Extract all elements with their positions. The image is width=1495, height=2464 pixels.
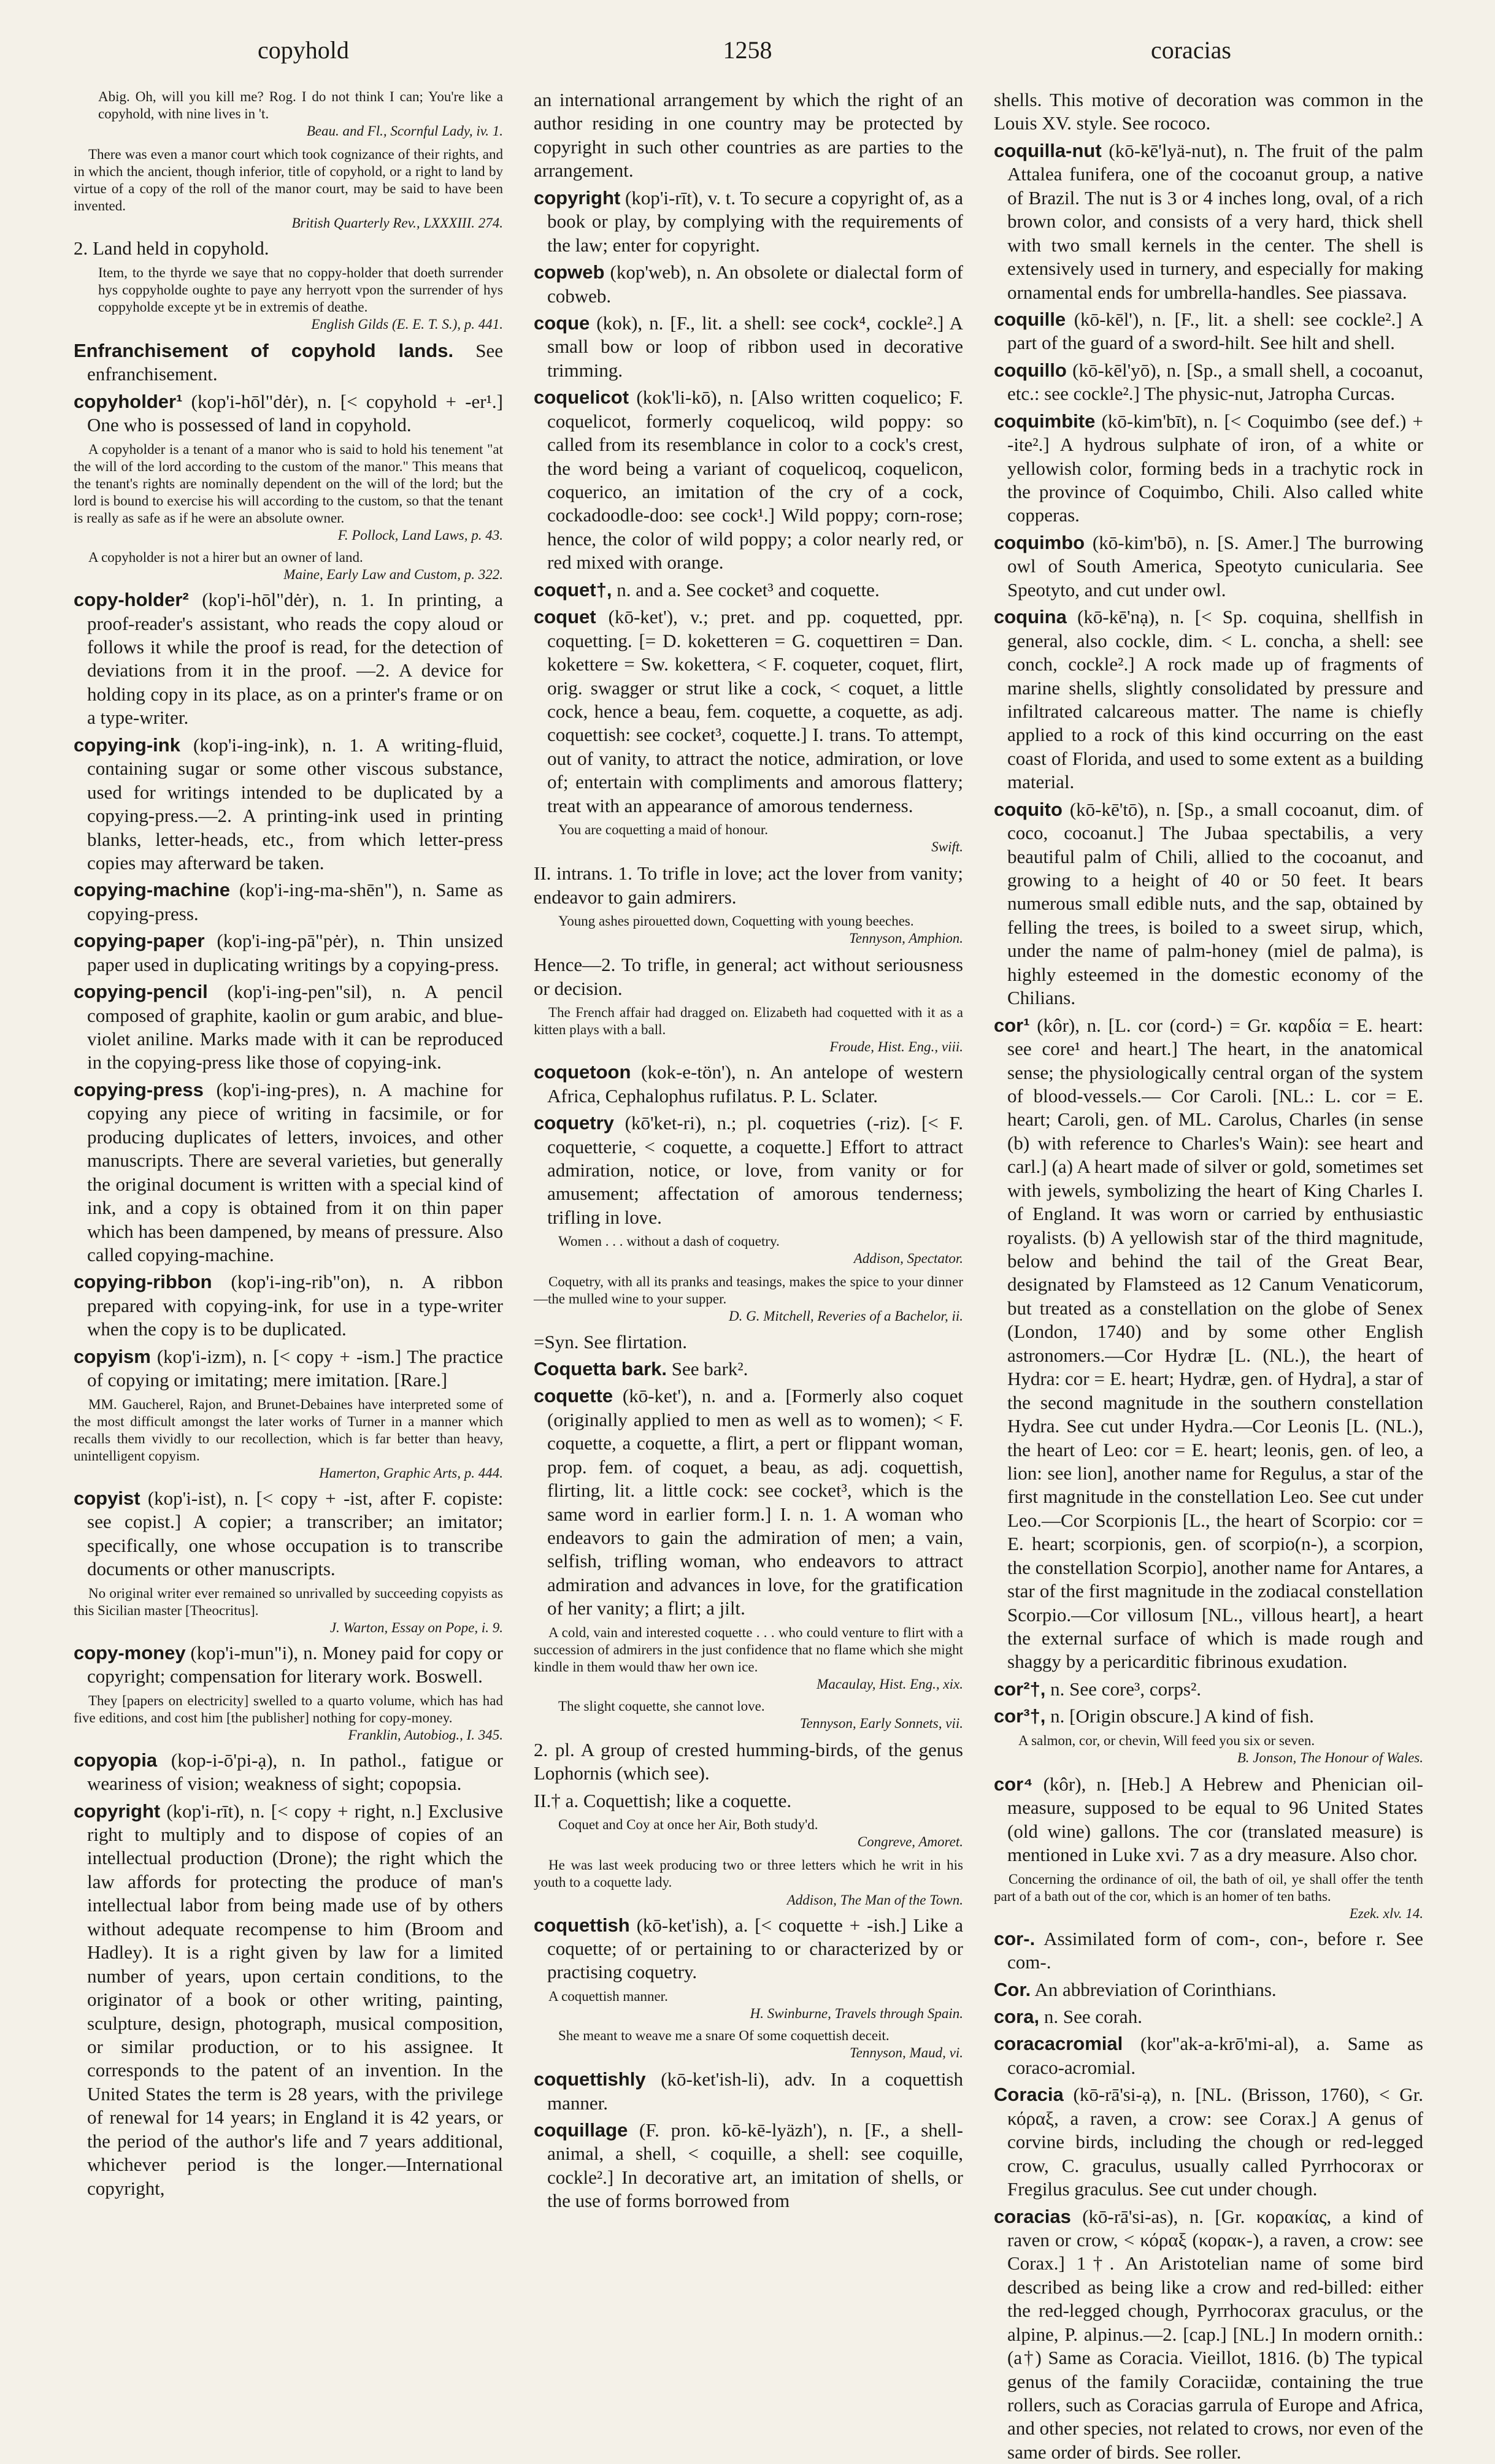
sense-text (534, 953, 963, 1000)
dictionary-entry (534, 1914, 963, 1984)
definition: (kop-i-ō'pi-ạ), n. In pathol., fatigue or weariness of vision; weakness of sight; copopsia. (87, 1749, 503, 1795)
block-text: They [papers on electricity] swelled to a quarto volume, which has had five editions, and cost him [the publisher] nothing for copy-money. (74, 1692, 503, 1725)
dictionary-entry (994, 2083, 1423, 2201)
headword: cor-. (994, 1927, 1036, 1949)
headword: coracacromial (994, 2033, 1123, 2055)
definition: (kō-kē'nạ), n. [< Sp. coquina, shellfish in general, also cockle, dim. < L. concha, a shell: see conch, cockle².] A rock made up of fragments of marine shells, slightly consolidated by pressure and infiltrated calcareous matter. The name is chiefly applied to a rock of this kind occurring on the east coast of Florida, and used to some extent as a building material. (1007, 606, 1423, 793)
source-citation: Froude, Hist. Eng., viii. (829, 1039, 963, 1055)
block-text: Hence—2. To trifle, in general; act without seriousness or decision. (534, 954, 963, 999)
block-text: A salmon, cor, or chevin, Will feed you six or seven. (1018, 1732, 1315, 1748)
headword: coquimbo (994, 531, 1085, 553)
definition: (kop'web), n. An obsolete or dialectal form of cobweb. (547, 261, 963, 307)
definition: (kop'i-ing-ink), n. 1. A writing-fluid, containing sugar or some other viscous substance, used for writings intended to be duplicated by a copying-press.—2. A printing-ink used in printing blanks, letter-heads, etc., from which letter-press copies may afterward be taken. (87, 734, 503, 873)
usage-note (994, 1871, 1423, 1922)
headword: coque (534, 312, 590, 334)
headword: copy-holder² (74, 589, 189, 611)
dictionary-entry (994, 2005, 1423, 2028)
source-citation: Franklin, Autobiog., I. 345. (348, 1727, 503, 1743)
dictionary-entry (994, 1705, 1423, 1728)
definition: (kop'i-mun"i), n. Money paid for copy or copyright; compensation for literary work. Boswell. (87, 1641, 503, 1687)
dictionary-entry (534, 186, 963, 257)
usage-note (534, 1004, 963, 1056)
block-text: He was last week producing two or three letters which he writ in his youth to a coquette lady. (534, 1857, 963, 1890)
page-header (92, 36, 1403, 79)
citation-quote (534, 821, 963, 856)
definition: n. See core³, corps². (1045, 1678, 1202, 1700)
definition: (kok-e-tön'), n. An antelope of western Africa, Cephalophus rufilatus. P. L. Sclater. (547, 1061, 963, 1107)
headword: coquina (994, 606, 1067, 628)
definition: See enfranchisement. (87, 340, 503, 385)
definition: (kō-ket'ish-li), adv. In a coquettish manner. (547, 2068, 963, 2114)
definition: (kop'i-ing-pres), n. A machine for copying any piece of writing in facsimile, or for producing duplicates of letters, invoices, and other manuscripts. There are several varieties, but generally the original document is written with a special kind of ink, and a copy is obtained from it on thin paper which has been dampened, by means of pressure. Also called copying-machine. (87, 1078, 503, 1265)
dictionary-entry (74, 588, 503, 730)
block-text: Item, to the thyrde we saye that no coppy-holder that doeth surrender hys coppyholde oughte to paye any herryott vpon the surrender of hys coppyholde excepte yt be in extremis of deathe. (98, 264, 503, 315)
dictionary-entry (534, 261, 963, 308)
column-3 (994, 86, 1423, 2463)
block-text: =Syn. See flirtation. (534, 1330, 687, 1353)
source-citation: J. Warton, Essay on Pope, i. 9. (329, 1619, 503, 1635)
headword: copyism (74, 1345, 151, 1367)
usage-note (74, 146, 503, 232)
citation-quote (74, 264, 503, 333)
source-citation: Hamerton, Graphic Arts, p. 444. (319, 1465, 503, 1481)
source-citation: English Gilds (E. E. T. S.), p. 441. (311, 316, 503, 332)
source-citation: B. Jonson, The Honour of Wales. (1237, 1749, 1423, 1765)
dictionary-entry (74, 1345, 503, 1392)
headword: coquetry (534, 1112, 614, 1134)
definition: (kō-kim'bō), n. [S. Amer.] The burrowing owl of South America, Speotyto cunicularia. See Speotyto, and cut under owl. (1007, 531, 1423, 601)
headword: copying-pencil (74, 981, 208, 1003)
source-citation: Tennyson, Amphion. (849, 931, 963, 946)
source-citation: D. G. Mitchell, Reveries of a Bachelor, ii. (729, 1308, 963, 1324)
headword: copying-ink (74, 734, 180, 756)
usage-note (74, 1396, 503, 1482)
headword: coquettishly (534, 2068, 646, 2090)
block-text: A copyholder is a tenant of a manor who is said to hold his tenement "at the will of the lord according to the custom of the manor." This means that the tenant's rights are nominally dependent on the will of the lord; but the lord is bound to exercise his will according to the custom, so that the tenant is really as safe as if he were an absolute owner. (74, 441, 503, 526)
definition: (kop'i-ing-pā"pėr), n. Thin unsized paper used in duplicating writings by a copying-press. (87, 930, 503, 975)
block-text: A copyholder is not a hirer but an owner of land. (88, 550, 363, 566)
definition: (kō-rā'si-as), n. [Gr. κορακίας, a kind of raven or crow, < κόραξ (κορακ-), a raven, a crow: see Corax.] 1†. An Aristotelian name of some bird described as being like a crow and red-billed: either the red-legged chough, Pyrrhocorax graculus, or the alpine, P. alpinus.—2. [cap.] [NL.] In modern ornith.: (a†) Same as Coracia. Vieillot, 1816. (b) The typical genus of the family Coraciidæ, containing the true rollers, such as Coracias garrula of Europe and Africa, and other species, not related to crows, nor even of the same order of birds. See roller. (1007, 2205, 1423, 2463)
citation-quote (74, 88, 503, 140)
block-text: II. intrans. 1. To trifle in love; act the lover from vanity; endeavor to gain admirers. (534, 862, 963, 908)
source-citation: Congreve, Amoret. (857, 1834, 963, 1850)
definition: (kok), n. [F., lit. a shell: see cock⁴, cockle².] A small bow or loop of ribbon used in decorative trimming. (547, 312, 963, 381)
dictionary-entry (534, 605, 963, 818)
source-citation: Swift. (931, 839, 963, 855)
citation-quote (534, 1233, 963, 1267)
block-text: 2. pl. A group of crested humming-birds, of the genus Lophornis (which see). (534, 1739, 963, 1784)
headword: coquito (994, 798, 1063, 820)
headword: copying-press (74, 1078, 204, 1100)
sense-text (534, 862, 963, 909)
usage-note (74, 1692, 503, 1744)
citation-quote (534, 2027, 963, 2062)
definition: n. See corah. (1039, 2006, 1142, 2028)
dictionary-entry (994, 1014, 1423, 1674)
sense-text (534, 1789, 963, 1813)
definition: n. and a. See cocket³ and coquette. (612, 578, 880, 601)
headword: cora, (994, 2006, 1040, 2028)
citation-quote (534, 1698, 963, 1732)
source-citation: Beau. and Fl., Scornful Lady, iv. 1. (306, 123, 503, 139)
citation-quote (534, 913, 963, 947)
dictionary-entry (534, 2068, 963, 2115)
source-citation: Tennyson, Maud, vi. (849, 2045, 963, 2061)
block-text: Concerning the ordinance of oil, the bath of oil, ye shall offer the tenth part of a bath out of the cor, which is an homer of ten baths. (994, 1871, 1423, 1904)
dictionary-entry (534, 578, 963, 602)
definition: (kō-kē'lyä-nut), n. The fruit of the palm Attalea funifera, one of the cocoanut group, a native of Brazil. The nut is 3 or 4 inches long, oval, of a rich brown color, and consists of a very hard, thick shell with two small kernels in the center. The shell is extensively used in turnery, and especially for making ornamental ends for umbrella-handles. See piassava. (1007, 139, 1423, 303)
sense-text (534, 1330, 963, 1354)
block-text: There was even a manor court which took cognizance of their rights, and in which the ancient, though inferior, title of copyhold, or a right to land by virtue of a copy of the roll of the manor court, may be said to have been invented. (74, 147, 503, 214)
source-citation: Addison, The Man of the Town. (786, 1892, 963, 1908)
dictionary-entry (994, 410, 1423, 528)
dictionary-entry (74, 1641, 503, 1689)
definition: (kop'i-ing-rib"on), n. A ribbon prepared with copying-ink, for use in a type-writer when the copy is to be duplicated. (87, 1271, 503, 1340)
dictionary-entry (994, 1678, 1423, 1701)
dictionary-entry (534, 1384, 963, 1620)
headword: cor²†, (994, 1678, 1046, 1700)
sense-text (534, 1738, 963, 1786)
usage-note (534, 1988, 963, 2022)
block-text: You are coquetting a maid of honour. (558, 822, 768, 838)
definition: An abbreviation of Corinthians. (1031, 1978, 1277, 2000)
usage-note (74, 1585, 503, 1637)
headword: Cor. (994, 1978, 1031, 2000)
dictionary-entry (534, 1061, 963, 1108)
column-2 (534, 86, 963, 2212)
running-head-left: copyhold (258, 36, 349, 64)
dictionary-entry (994, 798, 1423, 1010)
definition: (kō-kē'tō), n. [Sp., a small cocoanut, dim. of coco, cocoanut.] The Jubaa spectabilis, a very beautiful palm of Chili, allied to the cocoanut, and growing to a height of 40 or 50 feet. It bears numerous small edible nuts, and the sap, obtained by felling the trees, is boiled to a sweet sirup, which, under the name of palm-honey (miel de palma), is highly esteemed in the domestic economy of the Chilians. (1007, 798, 1423, 1009)
headword: copy-money (74, 1641, 186, 1664)
sense-text (534, 88, 963, 183)
definition: (kop'i-ing-pen"sil), n. A pencil composed of graphite, kaolin or gum arabic, and blue-violet aniline. Marks made with it can be reproduced in the copying-press like those of copying-ink. (87, 981, 503, 1073)
headword: cor³†, (994, 1705, 1046, 1727)
dictionary-entry (994, 2205, 1423, 2464)
dictionary-entry (994, 359, 1423, 406)
dictionary-entry (74, 980, 503, 1075)
citation-quote (534, 1816, 963, 1851)
definition: (kō'ket-ri), n.; pl. coquetries (-riz). [< F. coquetterie, < coquette, a coquette.] Effort to attract admiration, notice, or love, from vanity or for amusement; affectation of amorous tenderness; trifling in love. (547, 1112, 963, 1228)
headword: copyopia (74, 1749, 158, 1771)
page-number: 1258 (723, 36, 772, 64)
headword: copyist (74, 1487, 140, 1509)
usage-note (74, 441, 503, 544)
headword: cor⁴ (994, 1773, 1033, 1795)
dictionary-entry (534, 1357, 963, 1381)
headword: coquet†, (534, 578, 612, 601)
headword: copyright (534, 186, 621, 209)
dictionary-entry (994, 1978, 1423, 2002)
headword: coquimbite (994, 410, 1096, 432)
dictionary-entry (74, 1078, 503, 1267)
headword: Coquetta bark. (534, 1357, 667, 1380)
source-citation: Tennyson, Early Sonnets, vii. (799, 1715, 963, 1731)
dictionary-entry (534, 386, 963, 575)
headword: coquetoon (534, 1061, 631, 1083)
headword: copweb (534, 261, 605, 283)
usage-note (534, 1624, 963, 1693)
headword: coracias (994, 2205, 1071, 2227)
dictionary-entry (74, 1270, 503, 1341)
source-citation: Maine, Early Law and Custom, p. 322. (283, 567, 503, 583)
definition: (kop'i-ing-ma-shēn"), n. Same as copying-press. (87, 879, 503, 924)
dictionary-entry (994, 1927, 1423, 1975)
definition: (kôr), n. [Heb.] A Hebrew and Phenician oil-measure, supposed to be equal to 96 United States (old wine) gallons. The cor (translated measure) is mentioned in Luke xvi. 7 as a dry measure. Also chor. (1007, 1773, 1423, 1866)
usage-note (534, 1857, 963, 1908)
source-citation: Addison, Spectator. (853, 1251, 963, 1267)
headword: coquillage (534, 2119, 628, 2141)
definition: (kō-kēl'), n. [F., lit. a shell: see cockle².] A part of the guard of a sword-hilt. See hilt and shell. (1007, 308, 1423, 354)
definition: (kop'i-rīt), n. [< copy + right, n.] Exclusive right to multiply and to dispose of copies of an intellectual production (Drone); the right which the law affords for protecting the produce of man's intellectual labor from being made use of by others without adequate recompense to him (Broom and Hadley). It is a right given by law for a limited number of years, upon certain conditions, to the originator of a book or other writing, painting, sculpture, design, photograph, musical composition, or similar production, or to his assignee. It corresponds to the patent of an invention. In the United States the term is 28 years, with the privilege of renewal for 14 years; in England it is 42 years, or the period of the author's life and 7 years additional, whichever period is the longer.—International copyright, (87, 1800, 503, 2199)
headword: Coracia (994, 2084, 1064, 2106)
column-1 (74, 86, 503, 2199)
source-citation: F. Pollock, Land Laws, p. 43. (337, 527, 503, 543)
dictionary-entry (994, 1773, 1423, 1867)
block-text: A coquettish manner. (548, 1988, 668, 2004)
headword: copying-machine (74, 879, 230, 901)
definition: Assimilated form of com-, con-, before r. See com-. (1007, 1927, 1423, 1973)
headword: Enfranchisement of copyhold lands. (74, 340, 454, 361)
block-text: 2. Land held in copyhold. (74, 237, 269, 259)
definition: (kop'i-izm), n. [< copy + -ism.] The practice of copying or imitating; mere imitation. [Rare.] (87, 1345, 503, 1391)
headword: coquillo (994, 359, 1067, 381)
definition: (kō-ket'), n. and a. [Formerly also coquet (originally applied to men as well as to women); < F. coquette, a coquette, a flirt, a pert or flippant woman, prop. fem. of coquet, a beau, as adj. coquettish, flirting, lit. a little cock: see cocket³, which is the same word in earlier form.] I. n. 1. A woman who endeavors to gain the admiration of men; a vain, selfish, trifling woman, who endeavors to attract admiration and advances in love, for the gratification of her vanity; a flirt; a jilt. (547, 1385, 963, 1619)
definition: (kop'i-hōl"dėr), n. [< copyhold + -er¹.] One who is possessed of land in copyhold. (87, 390, 503, 436)
sense-text (74, 237, 503, 260)
running-head-right: coracias (1150, 36, 1231, 64)
source-citation: Macaulay, Hist. Eng., xix. (817, 1676, 963, 1692)
block-text: No original writer ever remained so unrivalled by succeeding copyists as this Sicilian master [Theocritus]. (74, 1585, 503, 1618)
dictionary-entry (534, 2119, 963, 2213)
headword: copying-paper (74, 930, 205, 952)
dictionary-entry (74, 929, 503, 977)
definition: n. [Origin obscure.] A kind of fish. (1045, 1705, 1314, 1727)
definition: (F. pron. kō-kē-lyäzh'), n. [F., a shell-animal, a shell, < coquille, a shell: see coquille, cockle².] In decorative art, an imitation of shells, or the use of forms borrowed from (547, 2119, 963, 2212)
headword: coquettish (534, 1914, 630, 1936)
block-text: The French affair had dragged on. Elizabeth had coquetted with it as a kitten plays with a ball. (534, 1005, 963, 1038)
block-text: The slight coquette, she cannot love. (558, 1698, 765, 1714)
dictionary-entry (74, 390, 503, 437)
headword: coquette (534, 1385, 613, 1407)
headword: coquet (534, 606, 596, 628)
dictionary-entry (994, 605, 1423, 794)
dictionary-entry (74, 878, 503, 926)
dictionary-entry (994, 139, 1423, 304)
block-text: A cold, vain and interested coquette . . . who could venture to flirt with a succession of admirers in the just confidence that no flame which she might kindle in them would thaw her own ice. (534, 1624, 963, 1675)
headword: coquille (994, 308, 1066, 330)
definition: (kor"ak-a-krō'mi-al), a. Same as coraco-acromial. (1007, 2033, 1423, 2078)
definition: (kok'li-kō), n. [Also written coquelico; F. coquelicot, formerly coquelicoq, wild poppy: so called from its resemblance in color to a cock's crest, the word being a variant of coquelicoq, coquelicon, coquerico, an imitation of the cry of a cock, cockadoodle-doo: see cock¹.] Wild poppy; corn-rose; hence, the color of wild poppy; a color nearly red, or red mixed with orange. (547, 386, 963, 574)
source-citation: Ezek. xlv. 14. (1349, 1905, 1423, 1921)
dictionary-entry (74, 1800, 503, 2200)
block-text: She meant to weave me a snare Of some coquettish deceit. (558, 2027, 890, 2043)
block-text: Young ashes pirouetted down, Coquetting with young beeches. (558, 913, 914, 929)
definition: See bark². (667, 1357, 748, 1380)
headword: copyright (74, 1800, 161, 1822)
usage-note (534, 1273, 963, 1325)
block-text: Women . . . without a dash of coquetry. (558, 1234, 780, 1249)
block-text: II.† a. Coquettish; like a coquette. (534, 1789, 792, 1811)
dictionary-entry (74, 1487, 503, 1581)
definition: (kō-kim'bīt), n. [< Coquimbo (see def.) + -ite².] A hydrous sulphate of iron, of a white or yellowish color, forming beds in a trachytic rock in the province of Coquimbo, Chili. Also called white copperas. (1007, 410, 1423, 526)
usage-note (74, 549, 503, 583)
source-citation: H. Swinburne, Travels through Spain. (750, 2005, 963, 2021)
dictionary-entry (74, 734, 503, 875)
definition: (kō-rā'si-ạ), n. [NL. (Brisson, 1760), < Gr. κόραξ, a raven, a crow: see Corax.] A genus of corvine birds, including the chough or red-legged crow, C. graculus, usually called Pyrrhocorax or Fregilus graculus. See cut under chough. (1007, 2084, 1423, 2200)
dictionary-entry (534, 1111, 963, 1229)
source-citation: British Quarterly Rev., LXXXIII. 274. (291, 215, 503, 231)
dictionary-entry (994, 531, 1423, 602)
headword: coquilla-nut (994, 139, 1102, 161)
citation-quote (994, 1732, 1423, 1767)
dictionary-entry (74, 1749, 503, 1796)
headword: copying-ribbon (74, 1271, 212, 1293)
definition: (kō-ket'), v.; pret. and pp. coquetted, ppr. coquetting. [= D. koketteren = G. coquettiren = Dan. kokettere = Sw. kokettera, < F. coqueter, coquet, flirt, orig. swagger or strut like a cock, < coquet, a little cock, hence a beau, fem. coquette, a coquette, as adj. coquettish: see cocket³, coquette.] I. trans. To attempt, out of vanity, to attract the notice, admiration, or love of; entertain with compliments and amorous flattery; treat with an appearance of amorous tenderness. (547, 606, 963, 816)
definition: (kō-ket'ish), a. [< coquette + -ish.] Like a coquette; of or pertaining to or characterized by or practising coquetry. (547, 1914, 963, 1983)
dictionary-entry (74, 339, 503, 386)
sense-text (994, 88, 1423, 136)
headword: coquelicot (534, 386, 629, 409)
headword: cor¹ (994, 1014, 1030, 1036)
definition: (kop'i-hōl"dėr), n. 1. In printing, a proof-reader's assistant, who reads the copy aloud or follows it while the proof is read, for the detection of deviations from it in the proof. —2. A device for holding copy in its place, as on a printer's frame or on a type-writer. (87, 589, 503, 729)
block-text: MM. Gaucherel, Rajon, and Brunet-Debaines have interpreted some of the most difficult amongst the later works of Turner in a manner which recalls them vividly to our recollection, which is far better than heavy, unintelligent copyism. (74, 1396, 503, 1464)
block-text: an international arrangement by which the right of an author residing in one country may be protected by copyright in such other countries as are parties to the arrangement. (534, 89, 963, 182)
dictionary-entry (994, 2032, 1423, 2079)
definition: (kôr), n. [L. cor (cord-) = Gr. καρδία = E. heart: see core¹ and heart.] The heart, in the anatomical sense; the physiologically central organ of the system of blood-vessels.— Cor Caroli. [NL.: L. cor = E. heart; Caroli, gen. of ML. Carolus, Charles (in sense (b) with reference to Charles's Wain): see heart and carl.] (a) A heart made of silver or gold, sometimes set with jewels, symbolizing the heart of King Charles I. of England. It was worn or carried by enthusiastic royalists. (b) A yellowish star of the third magnitude, below and behind the tail of the Great Bear, designated by Flamsteed as 12 Canum Venaticorum, but treated as a constellation on the globe of Senex (London, 1740) and by some other English astronomers.—Cor Hydræ [L. (NL.), the heart of Hydra: cor = E. heart; Hydræ, gen. of Hydra], a star of the second magnitude in the southern constellation Hydra. See cut under Hydra.—Cor Leonis [L. (NL.), the heart of Leo: cor = E. heart; leonis, gen. of leo, a lion: see lion], another name for Regulus, a star of the first magnitude in the constellation Leo. See cut under Leo.—Cor Scorpionis [L., the heart of Scorpio: cor = E. heart; scorpionis, gen. of scorpio(n-), a scorpion, the constellation Scorpio], another name for Antares, a star of the first magnitude in the zodiacal constellation Scorpio.—Cor villosum [NL., villous heart], a heart the external surface of which is made rough and shaggy by a pericarditic fibrinous exudation. (1007, 1014, 1423, 1673)
dictionary-entry (994, 308, 1423, 355)
block-text: Abig. Oh, will you kill me? Rog. I do not think I can; You're like a copyhold, with nine lives in 't. (98, 89, 503, 122)
dictionary-entry (534, 312, 963, 382)
headword: copyholder¹ (74, 390, 183, 412)
block-text: Coquetry, with all its pranks and teasings, makes the spice to your dinner—the mulled wine to your supper. (534, 1274, 963, 1307)
block-text: shells. This motive of decoration was common in the Louis XV. style. See rococo. (994, 89, 1423, 134)
definition: (kop'i-ist), n. [< copy + -ist, after F. copiste: see copist.] A copier; a transcriber; an imitator; specifically, one whose occupation is to transcribe documents or other manuscripts. (87, 1487, 503, 1580)
block-text: Coquet and Coy at once her Air, Both study'd. (558, 1817, 818, 1833)
definition: (kō-kēl'yō), n. [Sp., a small shell, a cocoanut, etc.: see cockle².] The physic-nut, Jatropha Curcas. (1007, 359, 1423, 405)
definition: (kop'i-rīt), v. t. To secure a copyright of, as a book or play, by complying with the requirements of the law; enter for copyright. (547, 186, 963, 256)
